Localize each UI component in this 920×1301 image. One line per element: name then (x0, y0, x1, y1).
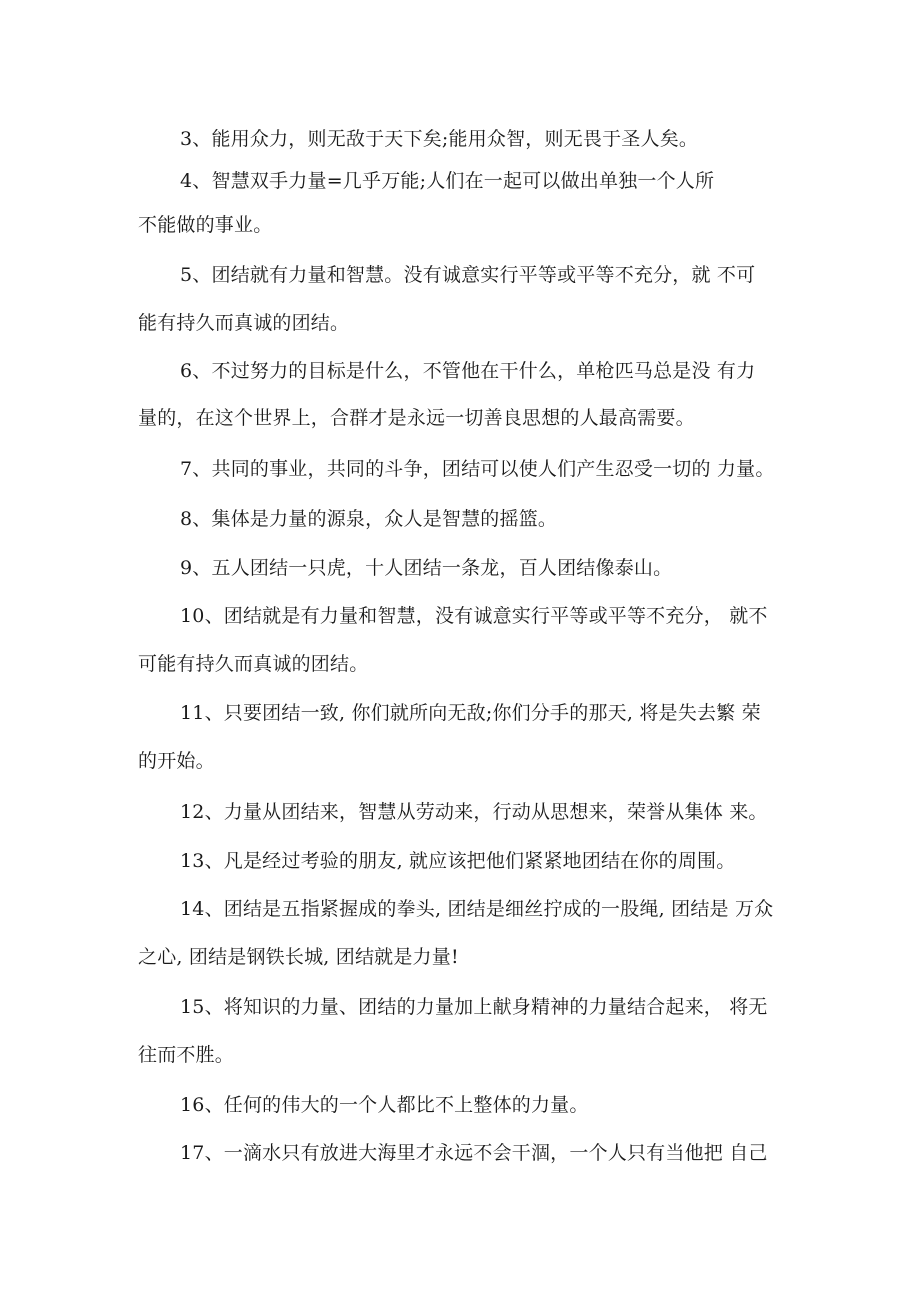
text-line: 14、团结是五指紧握成的拳头, 团结是细丝拧成的一股绳, 团结是 万众 (180, 898, 774, 920)
text-line: 不能做的事业。 (138, 214, 273, 236)
text-line: 7、共同的事业，共同的斗争，团结可以使人们产生忍受一切的 力量。 (180, 458, 775, 480)
text-line: 往而不胜。 (138, 1044, 235, 1066)
text-line: 11、只要团结一致, 你们就所向无敌;你们分手的那天, 将是失去繁 荣 (180, 702, 761, 724)
text-line: 16、任何的伟大的一个人都比不上整体的力量。 (180, 1094, 589, 1116)
text-line: 3、能用众力，则无敌于天下矣;能用众智，则无畏于圣人矣。 (180, 128, 699, 150)
text-line: 6、不过努力的目标是什么，不管他在干什么，单枪匹马总是没 有力 (180, 360, 756, 382)
text-line: 9、五人团结一只虎，十人团结一条龙，百人团结像泰山。 (180, 557, 673, 579)
text-line: 量的，在这个世界上，合群才是永远一切善良思想的人最高需要。 (138, 407, 695, 429)
text-line: 4、智慧双手力量=几乎万能;人们在一起可以做出单独一个人所 (180, 170, 715, 192)
text-line: 5、团结就有力量和智慧。没有诚意实行平等或平等不充分，就 不可 (180, 264, 756, 286)
text-line: 可能有持久而真诚的团结。 (138, 653, 369, 675)
text-line: 能有持久而真诚的团结。 (138, 312, 350, 334)
text-line: 12、力量从团结来，智慧从劳动来，行动从思想来，荣誉从集体 来。 (180, 801, 768, 823)
text-line: 之心, 团结是钢铁长城, 团结就是力量! (138, 946, 459, 968)
text-line: 15、将知识的力量、团结的力量加上献身精神的力量结合起来， 将无 (180, 996, 768, 1018)
text-line: 10、团结就是有力量和智慧，没有诚意实行平等或平等不充分， 就不 (180, 605, 768, 627)
text-line: 13、凡是经过考验的朋友, 就应该把他们紧紧地团结在你的周围。 (180, 850, 736, 872)
text-line: 8、集体是力量的源泉，众人是智慧的摇篮。 (180, 508, 558, 530)
text-line: 的开始。 (138, 750, 215, 772)
text-line: 17、一滴水只有放进大海里才永远不会干涸，一个人只有当他把 自己 (180, 1142, 768, 1164)
